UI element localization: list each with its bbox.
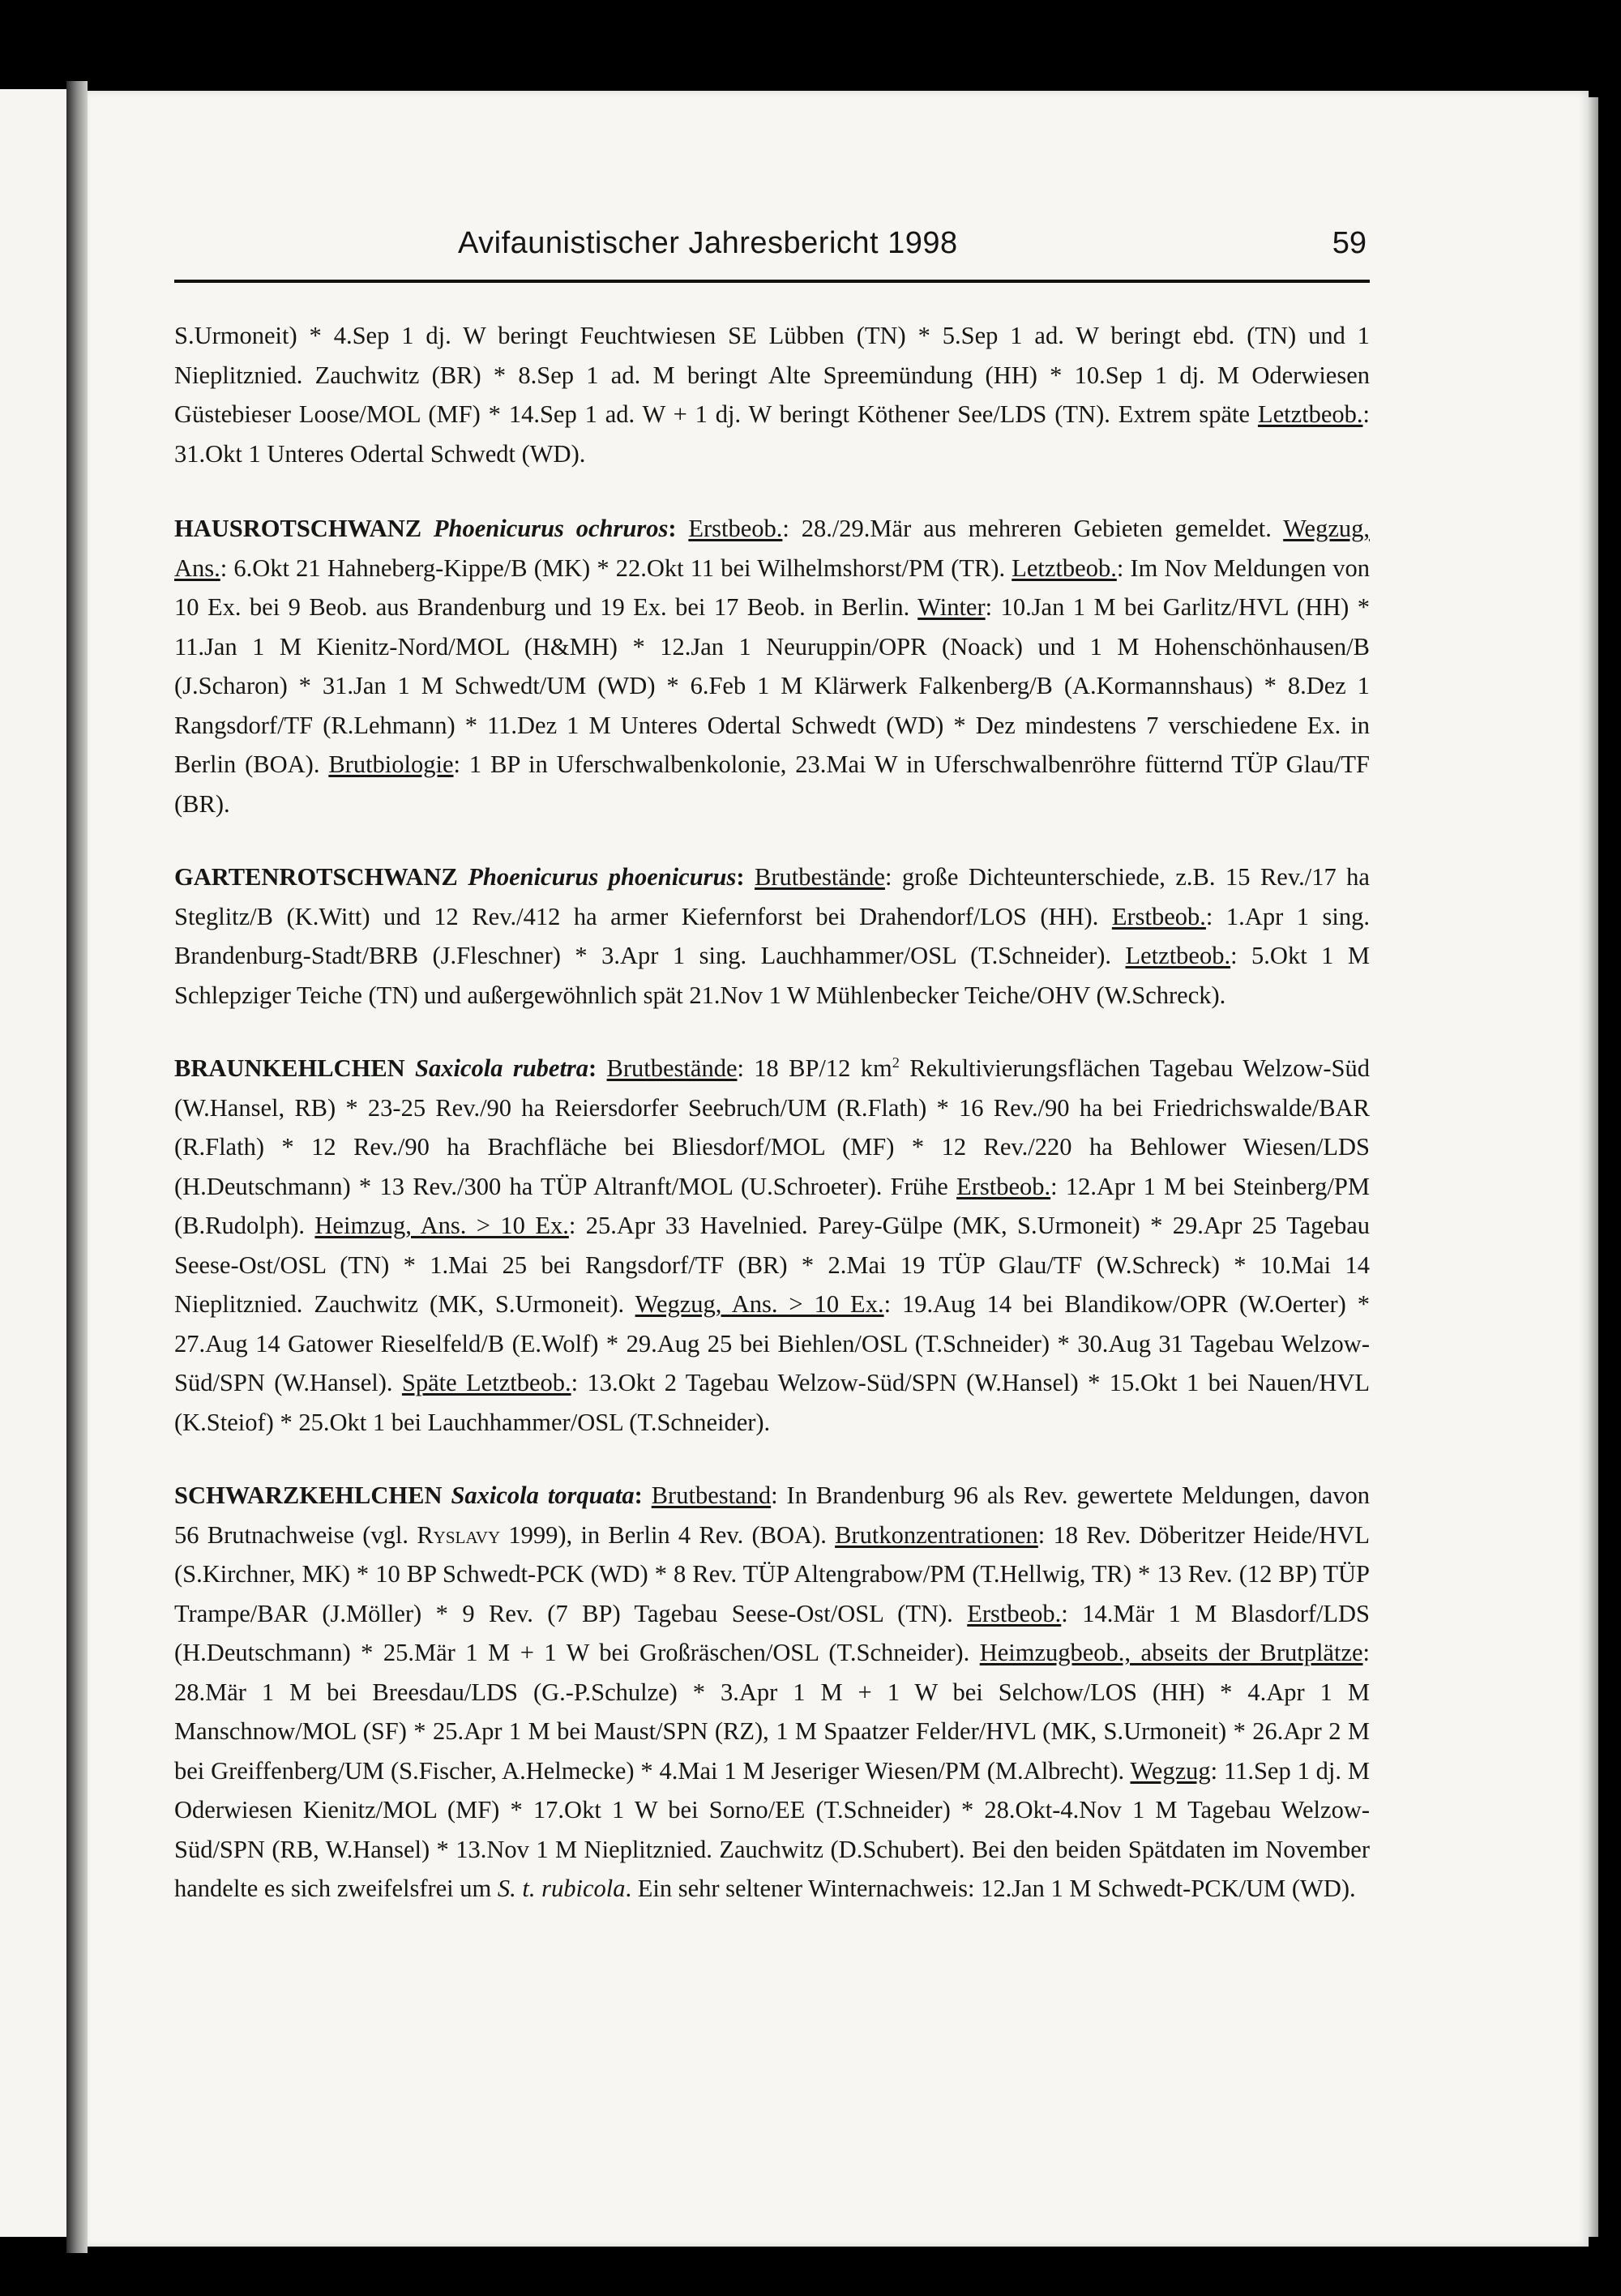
- text-run: : In Brandenburg 96 als Rev. gewertete Meldungen, davon 56 Brutnachweise (vgl.: [174, 1481, 1370, 1549]
- scientific-name: Phoenicurus phoenicurus: [468, 863, 737, 891]
- subheading-brutbestaende: Brutbestände: [755, 863, 885, 891]
- species-entry-gartenrotschwanz: [174, 857, 1370, 1015]
- subheading-winter: Winter: [917, 593, 986, 621]
- subheading-erstbeob: Erstbeob.: [688, 515, 783, 542]
- subheading-letztbeob: Letztbeob.: [1257, 400, 1363, 428]
- citation-author: Ryslavy: [417, 1520, 501, 1549]
- species-entry-hausrotschwanz: [174, 509, 1370, 823]
- species-name: HAUSROTSCHWANZ: [174, 515, 422, 542]
- text-run: : große Dichteunterschiede, z.B. 15 Rev./17 ha Steglitz/B (K.Witt) und 12 Rev./412 ha armer Kiefernforst bei Drahendorf/LOS (HH).: [174, 863, 1370, 930]
- text-run: : 18 Rev. Döberitzer Heide/HVL (S.Kirchner, MK) * 10 BP Schwedt-PCK (WD) * 8 Rev. TÜP Altengrabow/PM (T.Hellwig, TR) * 13 Rev. (12 BP) TÜP Trampe/BAR (J.Möller) * 9 Rev. (7 BP) Tagebau Seese-Ost/OSL (TN).: [174, 1520, 1370, 1627]
- subheading-letztbeob: Letztbeob.: [1125, 942, 1231, 969]
- text-run: : 19.Aug 14 bei Blandikow/OPR (W.Oerter) * 27.Aug 14 Gatower Rieselfeld/B (E.Wolf) * 29.Aug 25 bei Biehlen/OSL (T.Schneider) * 30.Aug 31 Tagebau Welzow-Süd/SPN (W.Hansel).: [174, 1290, 1370, 1396]
- species-name: GARTENROTSCHWANZ: [174, 863, 458, 891]
- text-run: Rekultivierungsflächen Tagebau Welzow-Süd (W.Hansel, RB) * 23-25 Rev./90 ha Reiersdorfer Seebruch/UM (R.Flath) * 16 Rev./90 ha bei Friedrichswalde/BAR (R.Flath) * 12 Rev./90 ha Brachfläche bei Bliesdorf/MOL (MF) * 12 Rev./220 ha Behlower Wiesen/LDS (H.Deutschmann) * 13 Rev./300 ha TÜP Altranft/MOL (U.Schroeter). Frühe: [174, 1054, 1370, 1200]
- text-run: : 1 BP in Uferschwalbenkolonie, 23.Mai W in Uferschwalbenröhre fütternd TÜP Glau/TF (BR).: [174, 750, 1370, 818]
- scientific-name: Saxicola rubetra: [415, 1054, 589, 1082]
- subheading-wegzug: Wegzug, Ans.: [174, 515, 1370, 582]
- species-entry-schwarzkehlchen: [174, 1476, 1370, 1909]
- page-number: 59: [1332, 226, 1367, 260]
- text-run: : Im Nov Meldungen von 10 Ex. bei 9 Beob. aus Brandenburg und 19 Ex. bei 17 Beob. in Berlin.: [174, 554, 1370, 621]
- subheading-wegzug: Wegzug: [1130, 1756, 1211, 1785]
- text-run: 1999), in Berlin 4 Rev. (BOA).: [500, 1520, 836, 1549]
- facing-page-edge: [0, 89, 66, 2237]
- subheading-brutbiologie: Brutbiologie: [328, 750, 454, 778]
- subheading-erstbeob: Erstbeob.: [956, 1172, 1051, 1200]
- separator: :: [668, 515, 689, 542]
- scientific-name: Saxicola torquata: [451, 1481, 635, 1509]
- text-run: : 10.Jan 1 M bei Garlitz/HVL (HH) * 11.Jan 1 M Kienitz-Nord/MOL (H&MH) * 12.Jan 1 Neuruppin/OPR (Noack) und 1 M Hohenschönhausen/B (J.Scharon) * 31.Jan 1 M Schwedt/UM (WD) * 6.Feb 1 M Klärwerk Falkenberg/B (A.Kormannshaus) * 8.Dez 1 Rangsdorf/TF (R.Lehmann) * 11.Dez 1 M Unteres Odertal Schwedt (WD) * Dez mindestens 7 verschiedene Ex. in Berlin (BOA).: [174, 593, 1370, 778]
- text-run: S.Urmoneit) * 4.Sep 1 dj. W beringt Feuchtwiesen SE Lübben (TN) * 5.Sep 1 ad. W beringt ebd. (TN) und 1 Nieplitznied. Zauchwitz (BR) * 8.Sep 1 ad. M beringt Alte Spreemündung (HH) * 10.Sep 1 dj. M Oderwiesen Güstebieser Loose/MOL (MF) * 14.Sep 1 ad. W + 1 dj. W beringt Köthener See/LDS (TN). Extrem späte: [174, 322, 1370, 428]
- species-entry-braunkehlchen: [174, 1049, 1370, 1442]
- text-run: : 1.Apr 1 sing. Brandenburg-Stadt/BRB (J.Fleschner) * 3.Apr 1 sing. Lauchhammer/OSL (T.Schneider).: [174, 902, 1371, 969]
- paragraph-continuation: [174, 316, 1370, 473]
- subheading-erstbeob: Erstbeob.: [967, 1599, 1062, 1627]
- separator: :: [634, 1481, 652, 1509]
- page-edge-shadow: [1589, 97, 1598, 2237]
- subheading-erstbeob: Erstbeob.: [1111, 902, 1206, 930]
- text-run: : 12.Apr 1 M bei Steinberg/PM (B.Rudolph).: [174, 1172, 1370, 1239]
- subspecies-name: S. t. rubicola: [497, 1875, 626, 1902]
- superscript: 2: [892, 1054, 900, 1071]
- species-name: SCHWARZKEHLCHEN: [174, 1481, 443, 1509]
- subheading-spaete-letztbeob: Späte Letztbeob.: [401, 1369, 571, 1396]
- separator: :: [736, 863, 755, 891]
- subheading-heimzug: Heimzug, Ans. > 10 Ex.: [314, 1212, 569, 1239]
- text-run: . Ein sehr seltener Winternachweis: 12.Jan 1 M Schwedt-PCK/UM (WD).: [625, 1875, 1356, 1902]
- text-run: : 28./29.Mär aus mehreren Gebieten gemeldet.: [782, 515, 1284, 542]
- text-run: : 11.Sep 1 dj. M Oderwiesen Kienitz/MOL (MF) * 17.Okt 1 W bei Sorno/EE (T.Schneider) * 28.Okt-4.Nov 1 M Tagebau Welzow-Süd/SPN (RB, W.Hansel) * 13.Nov 1 M Nieplitznied. Zauchwitz (D.Schubert). Bei den beiden Spätdaten im November handelte es sich zweifelsfrei um: [174, 1756, 1371, 1902]
- page-body: [174, 316, 1370, 1943]
- running-title: Avifaunistischer Jahresbericht 1998: [458, 226, 958, 260]
- subheading-brutbestand: Brutbestand: [651, 1481, 772, 1509]
- text-run: : 14.Mär 1 M Blasdorf/LDS (H.Deutschmann) * 25.Mär 1 M + 1 W bei Großräschen/OSL (T.Schneider).: [174, 1599, 1370, 1666]
- book-gutter: [66, 81, 88, 2253]
- scientific-name: Phoenicurus ochruros: [433, 515, 669, 542]
- subheading-heimzugbeob: Heimzugbeob., abseits der Brutplätze: [979, 1639, 1363, 1666]
- subheading-letztbeob: Letztbeob.: [1012, 554, 1117, 582]
- text-run: : 18 BP/12 km: [737, 1054, 892, 1082]
- species-name: BRAUNKEHLCHEN: [174, 1054, 405, 1082]
- text-run: : 28.Mär 1 M bei Breesdau/LDS (G.-P.Schulze) * 3.Apr 1 M + 1 W bei Selchow/LOS (HH) * 4.Apr 1 M Manschnow/MOL (SF) * 25.Apr 1 M bei Maust/SPN (RZ), 1 M Spaatzer Felder/HVL (MK, S.Urmoneit) * 26.Apr 2 M bei Greiffenberg/UM (S.Fischer, A.Helmecke) * 4.Mai 1 M Jeseriger Wiesen/PM (M.Albrecht).: [174, 1639, 1371, 1785]
- separator: :: [588, 1054, 607, 1082]
- text-run: : 13.Okt 2 Tagebau Welzow-Süd/SPN (W.Hansel) * 15.Okt 1 bei Nauen/HVL (K.Steiof) * 25.Okt 1 bei Lauchhammer/OSL (T.Schneider).: [174, 1369, 1371, 1436]
- text-run: : 6.Okt 21 Hahneberg-Kippe/B (MK) * 22.Okt 11 bei Wilhelmshorst/PM (TR).: [220, 554, 1012, 582]
- subheading-brutkonzentrationen: Brutkonzentrationen: [835, 1520, 1038, 1549]
- text-run: : 25.Apr 33 Havelnied. Parey-Gülpe (MK, S.Urmoneit) * 29.Apr 25 Tagebau Seese-Ost/OSL (TN) * 1.Mai 25 bei Rangsdorf/TF (BR) * 2.Mai 19 TÜP Glau/TF (W.Schreck) * 10.Mai 14 Nieplitznied. Zauchwitz (MK, S.Urmoneit).: [174, 1212, 1370, 1318]
- text-run: : 5.Okt 1 M Schlepziger Teiche (TN) und außergewöhnlich spät 21.Nov 1 W Mühlenbecker Teiche/OHV (W.Schreck).: [174, 942, 1370, 1009]
- text-run: : 31.Okt 1 Unteres Odertal Schwedt (WD).: [174, 400, 1370, 468]
- subheading-brutbestaende: Brutbestände: [606, 1054, 738, 1082]
- page-header: [174, 215, 1370, 283]
- subheading-wegzug: Wegzug, Ans. > 10 Ex.: [635, 1290, 884, 1318]
